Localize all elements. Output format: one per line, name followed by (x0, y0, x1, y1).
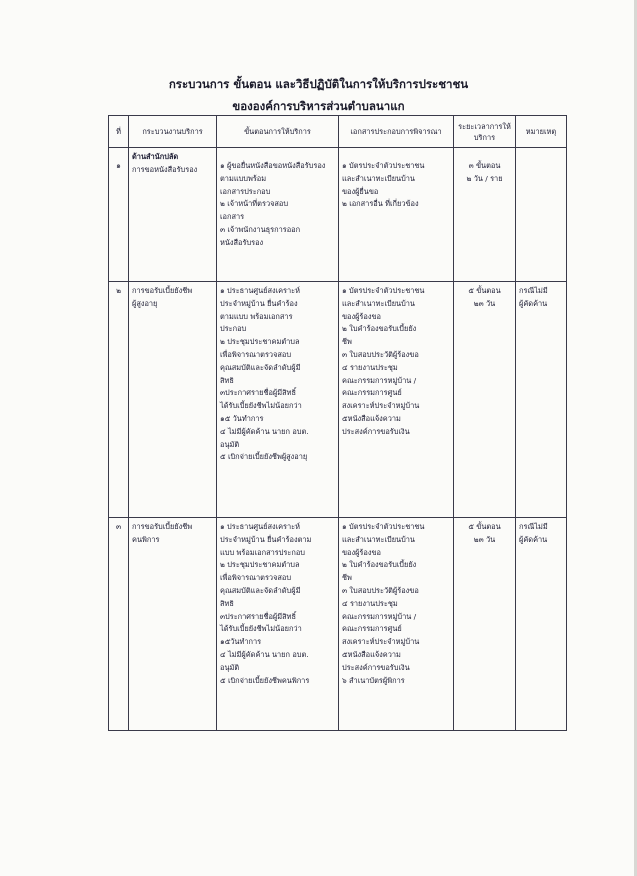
row-steps (217, 518, 339, 731)
time-text: ๕ ขั้นตอน ๒๓ วัน (468, 286, 501, 308)
table-row (109, 518, 567, 731)
row-steps (217, 148, 339, 282)
row-note (516, 518, 567, 731)
row-no: ๑ (109, 148, 129, 282)
row-work (129, 518, 217, 731)
row-work (129, 282, 217, 518)
time-text: ๕ ขั้นตอน ๒๓ วัน (468, 522, 501, 544)
steps-text: ๑ ประธานศูนย์สงเคราะห์ ประจำหมู่บ้าน ยื่นคำร้องตาม แบบ พร้อมเอกสารประกอบ ๒ ประชุมประชาคมตำบล เพื่อพิจารณาตรวจสอบ คุณสมบัติและจัดลำดับผู้มี สิทธิ ๓ประกาศรายชื่อผู้มีสิทธิ์ ได้รับเบี้ยยังชีพไม่น้อยกว่า ๑๕วันทำการ ๔ ไม่มีผู้คัดค้าน นายก อบต. อนุมัติ ๕ เบิกจ่ายเบี้ยยังชีพคนพิการ (220, 522, 312, 685)
row-no: ๓ (109, 518, 129, 731)
row-work (129, 148, 217, 282)
header-steps: ขั้นตอนการให้บริการ (217, 116, 339, 148)
row-note (516, 282, 567, 518)
row-docs (339, 518, 454, 731)
document-subtitle: ขององค์การบริหารส่วนตำบลนาแก (232, 99, 405, 113)
steps-text: ๑ ผู้ขอยื่นหนังสือขอหนังสือรับรองตามแบบพร้อม เอกสารประกอบ ๒ เจ้าหน้าที่ตรวจสอบ เอกสาร ๓ เจ้าพนักงานธุรการออก หนังสือรับรอง (220, 161, 326, 247)
note-text: กรณีไม่มี ผู้คัดค้าน (519, 286, 548, 308)
row-docs (339, 148, 454, 282)
row-time (454, 148, 516, 282)
steps-text: ๑ ประธานศูนย์สงเคราะห์ ประจำหมู่บ้าน ยื่นคำร้อง ตามแบบ พร้อมเอกสาร ประกอบ ๒ ประชุมประชาคมตำบล เพื่อพิจารณาตรวจสอบ คุณสมบัติและจัดลำดับผู้มี สิทธิ ๓ประกาศรายชื่อผู้มีสิทธิ์ ได้รับเบี้ยยังชีพไม่น้อยกว่า ๑๕ วันทำการ ๔ ไม่มีผู้คัดค้าน นายก อบต. อนุมัติ ๕ เบิกจ่ายเบี้ยยังชีพผู้สูงอายุ (220, 286, 309, 462)
docs-text: ๑ บัตรประจำตัวประชาชน และสำเนาทะเบียนบ้าน ของผู้ร้องขอ ๒ ใบคำร้องขอรับเบี้ยยัง ชีพ ๓ ใบสอบประวัติผู้ร้องขอ ๔ รายงานประชุม คณะกรรมการหมู่บ้าน / คณะกรรมการศูนย์ สงเคราะห์ประจำหมู่บ้าน ๕หนังสือแจ้งความ ประสงค์การขอรับเงิน ๖ สำเนาบัตรผู้พิการ (342, 522, 425, 685)
work-name: การขอรับเบี้ยยังชีพ คนพิการ (132, 522, 193, 544)
category-label: ด้านสำนักปลัด (132, 152, 179, 161)
work-name: การขอรับเบี้ยยังชีพ ผู้สูงอายุ (132, 286, 193, 308)
work-name: การขอหนังสือรับรอง (132, 164, 198, 174)
header-no: ที่ (109, 116, 129, 148)
table-row (109, 282, 567, 518)
row-docs (339, 282, 454, 518)
table-row (109, 148, 567, 282)
document-title: กระบวนการ ขั้นตอน และวิธีปฏิบัติในการให้บริการประชาชน (168, 77, 469, 91)
table-header-row (109, 116, 567, 148)
header-work: กระบวนงานบริการ (129, 116, 217, 148)
docs-text: ๑ บัตรประจำตัวประชาชน และสำเนาทะเบียนบ้าน ของผู้ร้องขอ ๒ ใบคำร้องขอรับเบี้ยยัง ชีพ ๓ ใบสอบประวัติผู้ร้องขอ ๔ รายงานประชุม คณะกรรมการหมู่บ้าน / คณะกรรมการศูนย์ สงเคราะห์ประจำหมู่บ้าน ๕หนังสือแจ้งความ ประสงค์การขอรับเงิน (342, 286, 425, 436)
service-process-table (108, 115, 567, 731)
row-no: ๒ (109, 282, 129, 518)
row-note (516, 148, 567, 282)
row-time (454, 282, 516, 518)
note-text: กรณีไม่มี ผู้คัดค้าน (519, 522, 548, 544)
time-text: ๓ ขั้นตอน ๒ วัน / ราย (466, 161, 503, 183)
docs-text: ๑ บัตรประจำตัวประชาชน และสำเนาทะเบียนบ้าน ของผู้ยื่นขอ ๒ เอกสารอื่น ที่เกี่ยวข้อง (342, 161, 425, 209)
header-note: หมายเหตุ (516, 116, 567, 148)
header-docs: เอกสารประกอบการพิจารณา (339, 116, 454, 148)
header-time: ระยะเวลาการให้บริการ (454, 116, 516, 148)
row-time (454, 518, 516, 731)
row-steps (217, 282, 339, 518)
